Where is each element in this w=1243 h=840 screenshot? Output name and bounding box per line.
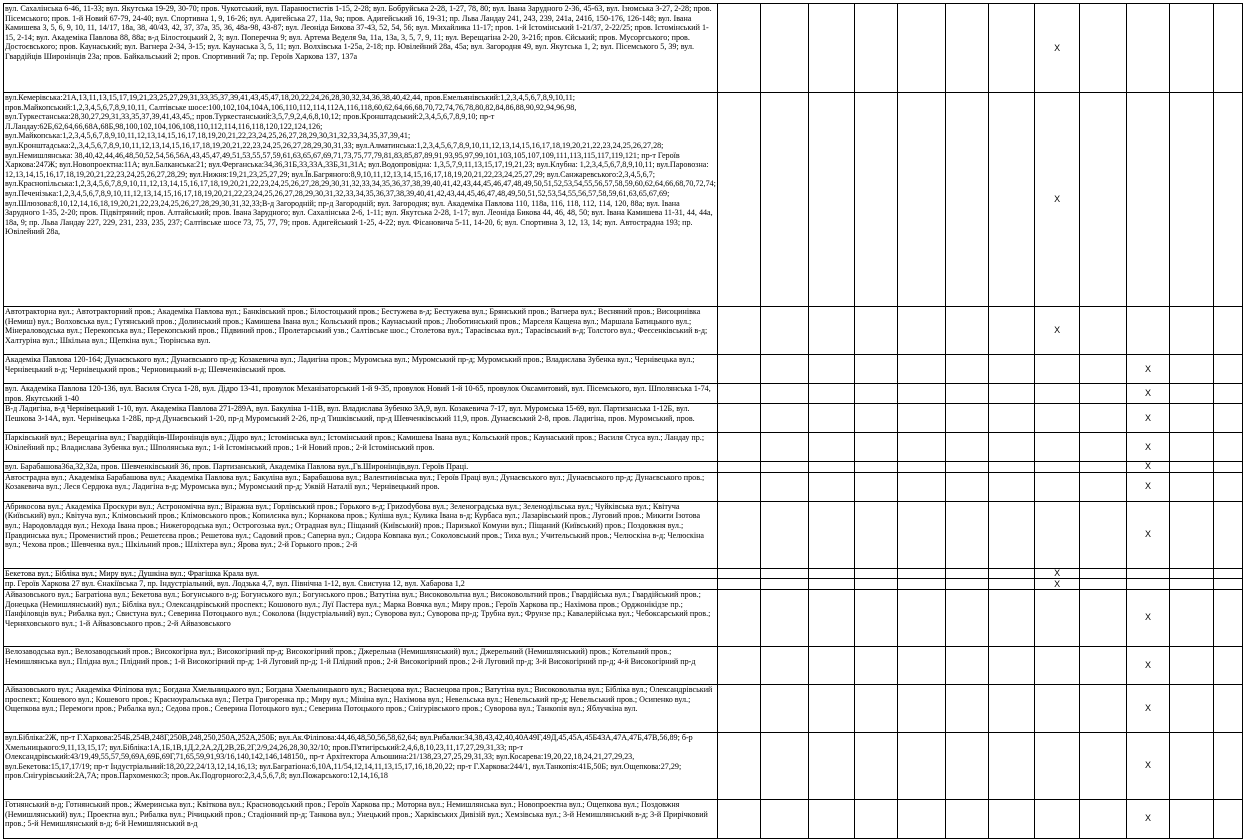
table-row	[4, 589, 1243, 646]
table-row	[4, 646, 1243, 684]
address-cell: Айвазовського вул.; Багратіона вул.; Бекетова вул.; Богунського в-д; Богунського вул.; Богунського пров.; Ватутіна вул.; Високовольтна вул.; Високовольтний пров.; Гвардійська вул.; Гвардійський пров.; Донецька (Немишлянський) вул.; Бібліка вул.; Олександрівський проспект.; Кошового вул.; Луї Пастера вул.; Марка Вовчка вул.; Миру пров.; Героїв Харкова пр.; Нахімова пров.; Орджонікідзе пр.; Панфіловців вул.; Рибалка вул.; Свистуна вул.; Северина Потоцького вул.; Соколова (Індустріальний) вул.; Суворова вул.; Суворова пр-д; Трубна вул.; Фрунзе пр.; Кавалерійська вул.; Чебоксарський пров.; Черняховського вул.; 1-й Айвазовського пров.; 2-й Айвазовського	[4, 589, 718, 646]
table-row	[4, 462, 1243, 473]
address-cell: Абрикосова вул.; Академіка Проскури вул.; Астрономічна вул.; Віражна вул.; Горлівський пров.; Горького в-д; Гриzodубова вул.; Зеленоградська вул.; Зеленодільська вул.; Чуйківська вул.; Квітуча (Київський) вул.; Квітуча вул.; Клімовський пров.; Клімовського пров.; Копилєнка вул.; Корнакова пров.; Куліша вул.; Кулика Івана в-д; Курбаса вул.; Лазарівський пров.; Луговий пров.; Микити Ізотова вул.; Народовладдя вул.; Нехода Івана пров.; Нижегородська вул.; Острогозька вул.; Отрадная вул.; Піщаний (Київський) пров.; Паризької Комуни вул.; Піщаний (Київський) пров.; Поздовжня вул.; Правдинська вул.; Променистий пров.; Решетєєва пров.; Решетова вул.; Садовий пров.; Саперна вул.; Сидора Ковпака вул.; Соколовський пров.; Тиха вул.; Учительський пров.; Челюскіна в-д; Челюскіна вул.; Чехова пров.; Шевченка вул.; Шкільний пров.; Шліхтера вул.; Ярова вул.; 2-й Горького пров.; 2-й	[4, 501, 718, 568]
empty-cell	[989, 472, 1035, 501]
empty-cell	[946, 4, 989, 93]
empty-cell	[1035, 433, 1080, 462]
empty-cell	[1170, 568, 1214, 579]
empty-cell	[1080, 684, 1127, 732]
empty-cell	[989, 568, 1035, 579]
address-cell: Велозаводська вул.; Велозаводський пров.; Високогірна вул.; Високогірний пр-д; Високогірний пров.; Джерельна (Немишлянський) вул.; Джерельний (Немишлянський) пров.; Котельний пров.; Немишлянська вул.; Плідна вул.; Плідний пров.; 1-й Високогірний пр-д; 1-й Луговий пр-д; 1-й Плідний пров.; 2-й Високогірний пров.; 2-й Луговий пр-д; 3-й Високогірний пр-д; 4-й Високогірний пр-д	[4, 646, 718, 684]
empty-cell	[717, 501, 760, 568]
empty-cell	[946, 472, 989, 501]
empty-cell	[1214, 646, 1243, 684]
empty-cell	[717, 568, 760, 579]
outage-mark: X	[1035, 568, 1080, 579]
empty-cell	[1170, 433, 1214, 462]
empty-cell	[946, 501, 989, 568]
outage-mark: X	[1126, 384, 1169, 404]
outage-mark: X	[1126, 646, 1169, 684]
empty-cell	[854, 799, 897, 838]
empty-cell	[760, 568, 808, 579]
empty-cell	[897, 472, 946, 501]
empty-cell	[808, 589, 854, 646]
empty-cell	[1035, 799, 1080, 838]
empty-cell	[1035, 462, 1080, 473]
empty-cell	[808, 684, 854, 732]
address-cell: вул.Бібліка:2Ж, пр-т Г.Харкова:254Б,254В,248Г,250В,248,250,250А,252А,250Б; вул.Ак.Філіпова:44,46,48,50,56,58,62,64; вул.Рибалки:34,38,43,42,40,40А49Г,49Д,45,45А,45Б43А,47А,47Б,47В,56,89; б-р Хмельницького:9,11,13,15,17; вул.Бібліка:1А,1Б,1В,1Д,2,2А,2Д,2В,2Б,2Г,2/9,24,26,28,30,32/10; пров.П'ятигірський:2,4,6,8,10,23,11,17,27,29,31,33; пр-т Олександрівський:43/19,49,55,57,59,69А,69Б,69Г,71,65,59,91,93/16,140,142,146,148150,, пр-т Архітектора Альошина:21/138,23,27,25,29,31,33; вул.Косарева:19,20,22,18,24,21,27,29,23, вул.Бекетова:15,17,17/19; пр-т Індустріальний:18,20,22,24/13,12,14,16,13; вул.Багратіона:6,10А,11/54,12,14,11,13,15,17,16,18,20,22; пр-т Г.Харкова:244/1, вул.Танкопія:41Б,50Б; вул.Ощепкова:27,29; пров.Снігурівський:2А,7А; пров.Пархоменко:3; пров.Ак.Подгорного:2,3,4,5,6,7,8; вул.Пожарського:12,14,16,18	[4, 732, 718, 799]
outage-mark: X	[1035, 4, 1080, 93]
empty-cell	[1080, 462, 1127, 473]
empty-cell	[1170, 646, 1214, 684]
empty-cell	[989, 4, 1035, 93]
outage-schedule-table	[3, 3, 1243, 839]
empty-cell	[808, 579, 854, 590]
empty-cell	[1126, 93, 1169, 307]
empty-cell	[1170, 472, 1214, 501]
empty-cell	[760, 307, 808, 355]
empty-cell	[897, 404, 946, 433]
empty-cell	[946, 462, 989, 473]
empty-cell	[808, 732, 854, 799]
empty-cell	[989, 384, 1035, 404]
empty-cell	[760, 4, 808, 93]
table-row	[4, 433, 1243, 462]
outage-mark: X	[1035, 307, 1080, 355]
empty-cell	[897, 799, 946, 838]
empty-cell	[760, 579, 808, 590]
outage-mark: X	[1126, 799, 1169, 838]
table-row	[4, 93, 1243, 307]
empty-cell	[760, 462, 808, 473]
empty-cell	[1035, 732, 1080, 799]
empty-cell	[989, 684, 1035, 732]
empty-cell	[717, 799, 760, 838]
empty-cell	[989, 355, 1035, 384]
outage-mark: X	[1126, 589, 1169, 646]
empty-cell	[946, 799, 989, 838]
outage-mark: X	[1126, 732, 1169, 799]
empty-cell	[1035, 589, 1080, 646]
empty-cell	[989, 462, 1035, 473]
empty-cell	[897, 4, 946, 93]
empty-cell	[1170, 799, 1214, 838]
empty-cell	[1080, 433, 1127, 462]
empty-cell	[717, 404, 760, 433]
empty-cell	[1214, 93, 1243, 307]
empty-cell	[1080, 307, 1127, 355]
empty-cell	[1035, 646, 1080, 684]
empty-cell	[1080, 4, 1127, 93]
empty-cell	[854, 384, 897, 404]
outage-mark: X	[1126, 404, 1169, 433]
empty-cell	[760, 799, 808, 838]
empty-cell	[946, 732, 989, 799]
empty-cell	[1080, 472, 1127, 501]
empty-cell	[717, 355, 760, 384]
table-row	[4, 384, 1243, 404]
empty-cell	[854, 472, 897, 501]
empty-cell	[760, 732, 808, 799]
empty-cell	[1080, 93, 1127, 307]
empty-cell	[760, 501, 808, 568]
empty-cell	[854, 568, 897, 579]
outage-mark: X	[1126, 472, 1169, 501]
empty-cell	[1214, 462, 1243, 473]
empty-cell	[946, 646, 989, 684]
empty-cell	[760, 684, 808, 732]
empty-cell	[854, 589, 897, 646]
empty-cell	[854, 732, 897, 799]
empty-cell	[808, 646, 854, 684]
outage-mark: X	[1126, 684, 1169, 732]
empty-cell	[1080, 799, 1127, 838]
empty-cell	[989, 799, 1035, 838]
empty-cell	[946, 433, 989, 462]
table-row	[4, 579, 1243, 590]
empty-cell	[808, 799, 854, 838]
outage-mark: X	[1126, 462, 1169, 473]
empty-cell	[760, 589, 808, 646]
empty-cell	[760, 646, 808, 684]
empty-cell	[1170, 384, 1214, 404]
table-row	[4, 404, 1243, 433]
empty-cell	[808, 472, 854, 501]
empty-cell	[989, 307, 1035, 355]
empty-cell	[717, 684, 760, 732]
empty-cell	[897, 579, 946, 590]
empty-cell	[1126, 579, 1169, 590]
empty-cell	[897, 684, 946, 732]
empty-cell	[897, 646, 946, 684]
empty-cell	[1170, 307, 1214, 355]
empty-cell	[717, 307, 760, 355]
address-cell: Бекетова вул.; Бібліка вул.; Миру вул.; Душкіна вул.; Фрагішка Крала вул.	[4, 568, 718, 579]
empty-cell	[760, 472, 808, 501]
empty-cell	[808, 307, 854, 355]
empty-cell	[946, 684, 989, 732]
empty-cell	[897, 732, 946, 799]
empty-cell	[1170, 404, 1214, 433]
empty-cell	[717, 732, 760, 799]
empty-cell	[1080, 579, 1127, 590]
empty-cell	[1080, 404, 1127, 433]
table-row	[4, 732, 1243, 799]
empty-cell	[897, 501, 946, 568]
address-cell: Айвазовського вул.; Академіка Філіпова вул.; Богдана Хмельницького вул.; Богдана Хмельницького вул.; Васнецова вул.; Васнецова пров.; Ватутіна вул.; Високовольтна вул.; Бібліка вул.; Олександрівський проспект.; Кошевого вул.; Кошевого пров.; Красноуральська вул.; Петра Григоренка пр.; Миру вул.; Мініна вул.; Нахімова вул.; Невельська вул.; Невельський пр-д; Невельський пров.; Осипенко вул.; Ощепкова вул.; Перемоги пров.; Рибалка вул.; Седова пров.; Северина Потоцького вул.; Северина Потоцького пров.; Снігурівського пров.; Суворова вул.; Танкопія вул.; Яблучкіна вул.	[4, 684, 718, 732]
empty-cell	[1214, 433, 1243, 462]
table-row	[4, 799, 1243, 838]
empty-cell	[717, 472, 760, 501]
empty-cell	[760, 93, 808, 307]
empty-cell	[854, 579, 897, 590]
empty-cell	[1170, 355, 1214, 384]
empty-cell	[717, 384, 760, 404]
empty-cell	[1170, 579, 1214, 590]
empty-cell	[1214, 4, 1243, 93]
empty-cell	[760, 404, 808, 433]
address-cell: пр. Героїв Харкова 27 вул. Єнакіївська 7, пр. Індустріальний, вул. Лодзька 4,7, вул. Північна 1-12, вул. Свистуна 12, вул. Хабарова 1,2	[4, 579, 718, 590]
empty-cell	[717, 579, 760, 590]
empty-cell	[854, 404, 897, 433]
empty-cell	[1170, 589, 1214, 646]
address-cell: Автострадна вул.; Академіка Барабашова вул.; Академіка Павлова вул.; Бакуліна вул.; Барабашова вул.; Валентинівська вул.; Героїв Праці вул.; Дунаєвського вул.; Дунаєвського пр-д; Дунаєвського пров.; Козакевича вул.; Леся Сердюка вул.; Ладигіна в-д; Муромська вул.; Муромський пр-д; Ужвій Наталії вул.; Чернівецький пров.	[4, 472, 718, 501]
address-cell: Парківський вул.; Верещагіна вул.; Гвардійців-Широнінців вул.; Дідро вул.; Істомінська вул.; Істомінський пров.; Камишева Івана вул.; Кольський пров.; Каунаський пров.; Василя Стуса вул.; Ландау пр.; Ювілейний пр.; Владислава Зубенка вул.; Шполянська вул.; 1-й Істомінський пров.; 1-й Новий пров.; 2-й Істомінський пров.	[4, 433, 718, 462]
empty-cell	[808, 462, 854, 473]
empty-cell	[897, 589, 946, 646]
empty-cell	[1080, 355, 1127, 384]
empty-cell	[1214, 684, 1243, 732]
empty-cell	[1126, 568, 1169, 579]
address-cell: В-д Ладигіна, в-д Чернівецький 1-10, вул. Академіка Павлова 271-289А, вул. Бакуліна 1-11В, вул. Владислава Зубенко 3А,9, вул. Козакевича 7-17, вул. Муромська 15-69, вул. Партизанська 1-12Б, вул. Пешкова 3-14А, вул. Чернівецька 1-28Б, пр-д Дунаєвський 1-20, пр-д Муромський 2-26, пр-д Тишківський, пр-д Шевченківський 11,9, пров. Дунаєвський 2-8, пров. Ладигіна, пров. Муромський, пров.	[4, 404, 718, 433]
empty-cell	[760, 355, 808, 384]
empty-cell	[989, 93, 1035, 307]
empty-cell	[854, 501, 897, 568]
empty-cell	[1080, 384, 1127, 404]
table-row	[4, 684, 1243, 732]
empty-cell	[1214, 384, 1243, 404]
table-row	[4, 501, 1243, 568]
empty-cell	[989, 646, 1035, 684]
empty-cell	[808, 4, 854, 93]
empty-cell	[897, 384, 946, 404]
empty-cell	[717, 433, 760, 462]
empty-cell	[946, 579, 989, 590]
empty-cell	[989, 501, 1035, 568]
empty-cell	[946, 307, 989, 355]
empty-cell	[854, 646, 897, 684]
empty-cell	[1170, 4, 1214, 93]
address-cell: Академіка Павлова 120-164; Дунаєвського вул.; Дунаєвського пр-д; Козакевича вул.; Ладигіна пров.; Муромська вул.; Муромський пр-д; Муромський пров.; Владислава Зубенка вул.; Чернівецька вул.; Чернівецький в-д; Чернівецький пров.; Черновицький в-д; Шевченківський пров.	[4, 355, 718, 384]
outage-mark: X	[1126, 433, 1169, 462]
outage-mark: X	[1126, 501, 1169, 568]
empty-cell	[717, 462, 760, 473]
empty-cell	[1214, 732, 1243, 799]
empty-cell	[1080, 732, 1127, 799]
empty-cell	[946, 568, 989, 579]
empty-cell	[897, 355, 946, 384]
empty-cell	[946, 355, 989, 384]
address-cell: вул. Сахалінська 6-46, 11-33; вул. Якутська 19-29, 30-70; пров. Чукотський, вул. Паранюстистів 1-15, 2-28; вул. Бобруйська 2-28, 1-27, 78, 80; вул. Івана Зарудного 2-36, 45-63, вул. Ізюмська 3-27, 2-28; пров. Пісемського; пров. 1-й Новий 67-79, 24-40; вул. Спортивна 1, 9, 16-26; вул. Адигейська 27, 11а, 9а; пров. Адигейський 16, 19-31; пр. Льва Ландау 241, 243, 239, 241а, 241б, 150-176, 126-148; вул. Івана Камишева 3, 5, 6, 9, 10, 11, 14/17, 18а, 38, 40/43, 42, 37, 37а, 35, 36, 48а-98, 43-87; вул. Леоніда Бикова 37-43, 52, 54, 56; вул. Михайлика 11-17; пров. 1-й Істомінський 1-21/37, 2-22/25; пров. Істомінський 1-15, 2-14; вул. Академіка Павлова 88, 88а; в-д Білостоцький 2, 3; вул. Поперечна 9; вул. Артема Веделя 9а, 11а, 13а, 3, 5, 7, 9, 11; вул. Верещагіна 2-20, 3-21б; пров. Єйський; пров. Мусоргського; пров. Достоєвського; пров. Каунаський; вул. Вагнера 2-34, 3-15; вул. Каунаська 3, 5, 11; вул. Волхівська 1-25а, 2-18; пр. Ювілейний 28а, 45а; вул. Загородня 49, вул. Якутська 1, 2; вул. Пісемського 5, 39; вул. Гвардійців Широнінців 23а; пров. Байкальський 2; пров. Спортивний 7а; пр. Героїв Харкова 137, 137а	[4, 4, 718, 93]
empty-cell	[808, 93, 854, 307]
empty-cell	[808, 501, 854, 568]
empty-cell	[717, 589, 760, 646]
empty-cell	[1080, 646, 1127, 684]
empty-cell	[1035, 501, 1080, 568]
empty-cell	[1080, 568, 1127, 579]
empty-cell	[1170, 732, 1214, 799]
address-cell: Автотракторна вул.; Автотракторний пров.; Академіка Павлова вул.; Банківський пров.; Білостоцький пров.; Бестужева в-д; Бестужева вул.; Брянський пров.; Вагнера вул.; Весняний пров.; Висоцинівка (Немиш) вул.; Волховська вул.; Гутянський пров.; Долинський пров.; Камишева Івана вул.; Кольський пров.; Каунаський пров.; Люботинський пров.; Марселя Кащена вул.; Маршала Батицького вул.; Мінераловодська вул.; Перекопська вул.; Перекопський пров.; Підвиний пров.; Пролетарський узв.; Салтівське шос.; Столетова вул.; Тарасівська вул.; Тарасівський в-д; Толстого вул.; Феєсенківський в-д; Халтуріна вул.; Шкільна вул.; Щепкіна вул.; Тюрінська вул.	[4, 307, 718, 355]
empty-cell	[897, 433, 946, 462]
empty-cell	[1214, 472, 1243, 501]
empty-cell	[1214, 589, 1243, 646]
empty-cell	[1170, 501, 1214, 568]
empty-cell	[946, 384, 989, 404]
empty-cell	[854, 462, 897, 473]
empty-cell	[854, 433, 897, 462]
empty-cell	[989, 589, 1035, 646]
empty-cell	[897, 307, 946, 355]
empty-cell	[1214, 579, 1243, 590]
table-row	[4, 472, 1243, 501]
empty-cell	[717, 646, 760, 684]
empty-cell	[1035, 684, 1080, 732]
empty-cell	[808, 433, 854, 462]
table-row	[4, 4, 1243, 93]
empty-cell	[1126, 4, 1169, 93]
table-row	[4, 568, 1243, 579]
empty-cell	[1214, 404, 1243, 433]
empty-cell	[1035, 404, 1080, 433]
empty-cell	[808, 355, 854, 384]
empty-cell	[854, 684, 897, 732]
empty-cell	[717, 93, 760, 307]
empty-cell	[717, 4, 760, 93]
empty-cell	[1035, 355, 1080, 384]
empty-cell	[1035, 472, 1080, 501]
empty-cell	[989, 433, 1035, 462]
empty-cell	[808, 568, 854, 579]
address-cell: вул. Барабашова36а,32,32а, пров. Шевченківський 36, пров. Партизанський, Академіка Павлова вул.,Гв.Широнінців,вул. Героїв Праці.	[4, 462, 718, 473]
empty-cell	[760, 433, 808, 462]
address-cell: вул.Кемерівська:21А,13,11,13,15,17,19,21,23,25,27,29,31,33,35,37,39,41,43,45,47,18,20,22,24,26,28,30,32,34,36,38,40,42,44, пров.Емельянівський:1,2,3,4,5,6,7,8,9,10,11; пров.Майкопський:1,2,3,4,5,6,7,8,9,10,11, Салтівське шосе:100,102,104,104А,106,110,112,114,112А,116,118,60,62,64,66,68,70,72,74,76,78,80,82,84,86,88,90,92,94,96,98, вул.Туркестанська:28,30,27,29,31,33,35,37,39,41,43,45,; пров.Туркестанський:3,5,7,9,2,4,6,8,10,12; пров.Кронштадський:2,3,4,5,6,7,8,9,10; пр-т Л.Ландау:62Б,62,64,66,68А,68Б,98,100,102,104,106,108,110,112,114,116,118,120,122,124,126; вул.Майкопська:1,2,3,4,5,6,7,8,9,10,11,12,13,14,15,16,17,18,19,20,21,22,23,24,25,26,27,28,29,30,31,32,33,34,35,37,39,41; вул.Кронштадська:2,,3,4,5,6,7,8,9,10,11,12,13,14,15,16,17,18,19,20,21,22,23,24,25,26,27,28,29,30,31,33; вул.Алматинська:1,2,3,4,5,6,7,8,9,10,11,12,13,14,15,16,17,18,19,20,21,22,23,24,25,26,27,28; вул.Немишлянська: 38,40,42,44,46,48,50,52,54,56,56А,43,45,47,49,51,53,55,57,59,61,63,65,67,69,71,73,75,77,79,81,83,85,87,89,91,93,95,97,99,101,103,105,107,109,111,113,115,117,119,121; пр-т Героїв Харкова:247Ж; вул.Новопроектна:11А; вул.Балканська:21; вул.Ферганська:34,36,31Б,33,33А,33Б,31,31А; вул.Водопровідна: 1,3,5,7,9,11,13,15,17,19,21,23; вул.Клубна: 1,2,3,4,5,6,7,8,9,10,11; вул.Паровозна: 12,13,14,15,16,17,18,19,20,21,22,23,24,25,26,27,28,29; вул.Нижня:19,21,23,25,27,29; вул.Їв.Багряного:8,9,10,11,12,13,14,15,16,17,18,19,20,21,22,23,24,25,27,29; вул.Санжаревського:2,3,4,5,6,7; вул.Краснопільська:1,2,3,4,5,6,7,8,9,10,11,12,13,14,15,16,17,18,19,20,21,22,23,24,25,26,27,28,29,30,31,32,33,34,35,36,37,38,39,40,41,42,43,44,45,46,47,48,49,50,51,52,53,54,55,56,57,58,59,60,62,64,66,68,70,72,74; вул.Печенізька:1,2,3,4,5,6,7,8,9,10,11,12,13,14,15,16,17,18,19,20,21,22,23,24,25,26,27,28,29,30,31,32,33,34,35,36,37,38,39,40,41,42,43,44,45,46,47,48,49,50,51,52,53,54,55,56,57,58,59,61,63,65,67,69; вул.Шлюзова:8,10,12,14,16,18,19,20,21,22,23,24,25,26,27,28,29,30,31,32,33;В-д Загородній; пр-д Загородній; вул. Загородня; вул. Академіка Павлова 110, 118а, 116, 118, 112, 114, 120, 88а; вул. Івана Зарудного 1-35, 2-20; пров. Підвітряний; пров. Алтайський; пров. Івана Зарудного; вул. Сахалінська 2-6, 1-11; вул. Якутська 2-28, 1-17; вул. Леоніда Бикова 44, 46, 48, 50; вул. Івана Камишева 11-31, 44, 44а, 18а, 9; пр. Льва Ландау 227, 229, 231, 233, 235, 237; Салтівське шосе 73, 75, 77, 79; пров. Адигейський 1-25, 4-22; вул. Фісановича 5-11, 14-20, 6; вул. Спортивна 3, 12, 13, 14; вул. Автострадна 193; пр. Ювілейний 28а,	[4, 93, 718, 307]
empty-cell	[854, 93, 897, 307]
outage-mark: X	[1035, 579, 1080, 590]
table-row	[4, 307, 1243, 355]
empty-cell	[1214, 799, 1243, 838]
empty-cell	[1214, 307, 1243, 355]
empty-cell	[1170, 93, 1214, 307]
empty-cell	[946, 404, 989, 433]
address-cell: Готнянський в-д; Готнянський пров.; Жмеринська вул.; Квіткова вул.; Красноводський пров.; Героїв Харкова пр.; Моторна вул.; Немишлянська вул.; Новопроектна вул.; Ощепкова вул.; Поздовжня (Немишлянський) вул.; Проектна вул.; Рибалка вул.; Річицький пров.; Стадіонний пр-д; Танкова вул.; Унецький пров.; Харківських Дивізій вул.; Хемзівська вул.; 3-й Немишлянський в-д; 3-й Прирічковий пров.; 5-й Немишлянський в-д; 6-й Немишлянський в-д	[4, 799, 718, 838]
empty-cell	[1170, 462, 1214, 473]
empty-cell	[1080, 589, 1127, 646]
empty-cell	[946, 93, 989, 307]
empty-cell	[854, 4, 897, 93]
empty-cell	[1214, 501, 1243, 568]
empty-cell	[897, 93, 946, 307]
empty-cell	[1080, 501, 1127, 568]
empty-cell	[989, 579, 1035, 590]
empty-cell	[1170, 684, 1214, 732]
empty-cell	[808, 404, 854, 433]
outage-mark: X	[1035, 93, 1080, 307]
empty-cell	[897, 462, 946, 473]
empty-cell	[760, 384, 808, 404]
empty-cell	[854, 307, 897, 355]
empty-cell	[854, 355, 897, 384]
empty-cell	[989, 404, 1035, 433]
empty-cell	[1126, 307, 1169, 355]
outage-mark: X	[1126, 355, 1169, 384]
empty-cell	[897, 568, 946, 579]
empty-cell	[946, 589, 989, 646]
empty-cell	[1214, 568, 1243, 579]
empty-cell	[1035, 384, 1080, 404]
address-cell: вул. Академіка Павлова 120-136, вул. Василя Стуса 1-28, вул. Дідро 13-41, провулок Механізаторський 1-й 9-35, провулок Новий 1-й 10-65, провулок Оксамитовий, вул. Пісемського, вул. Шполянська 1-74, пров. Якутський 1-40	[4, 384, 718, 404]
table-row	[4, 355, 1243, 384]
empty-cell	[1214, 355, 1243, 384]
empty-cell	[989, 732, 1035, 799]
empty-cell	[808, 384, 854, 404]
